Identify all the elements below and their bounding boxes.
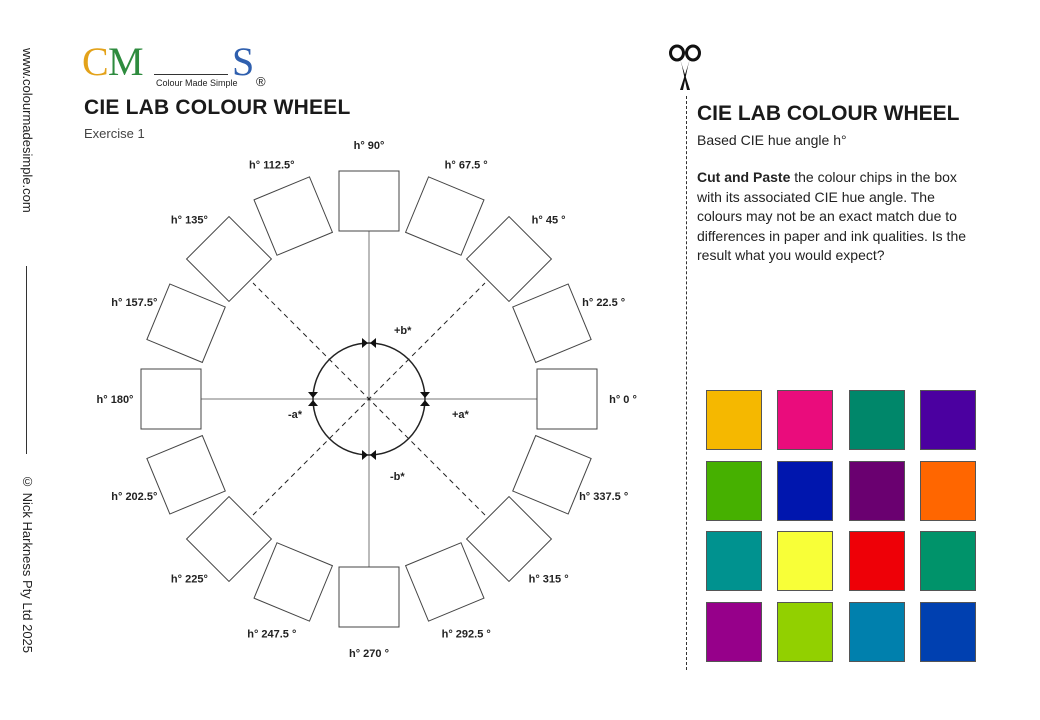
instructions-body: the colour chips in the box with its associated CIE hue angle. The colours may not be an exact match due to differences in paper and ink qualities. Is the result what you would expect? [697,169,967,263]
hue-drop-box[interactable] [187,497,272,582]
hue-angle-label: h° 112.5° [249,159,295,172]
hue-angle-label: h° 225° [170,573,208,586]
axis-label-minus-a: -a* [288,409,303,421]
axis-label-minus-b: -b* [390,471,405,483]
colour-chip[interactable] [706,390,762,450]
colour-chip[interactable] [849,461,905,521]
hue-drop-box[interactable] [406,543,484,621]
hue-drop-box[interactable] [339,567,399,627]
hue-drop-box[interactable] [141,369,201,429]
hue-angle-label: h° 180° [96,394,134,406]
hue-angle-label: h° 292.5 ° [441,628,491,641]
exercise-label: Exercise 1 [84,126,145,141]
logo-tagline: Colour Made Simple [156,78,238,88]
hue-drop-box[interactable] [254,177,332,255]
hue-drop-box[interactable] [147,284,225,362]
colour-chip[interactable] [777,390,833,450]
hue-angle-label: h° 202.5° [111,491,158,504]
colour-chip[interactable] [706,531,762,591]
scissors-icon [668,44,702,92]
hue-drop-box[interactable] [467,497,552,582]
hue-angle-label: h° 67.5 ° [444,159,488,172]
colour-chip[interactable] [849,531,905,591]
hue-angle-label: h° 337.5 ° [579,491,629,504]
colour-chip[interactable] [706,461,762,521]
hue-drop-box[interactable] [537,369,597,429]
colour-chip[interactable] [920,531,976,591]
hue-drop-box[interactable] [254,543,332,621]
colour-chip[interactable] [920,602,976,662]
hue-drop-box[interactable] [513,284,591,362]
hue-angle-label: h° 315 ° [528,573,569,586]
hue-angle-label: h° 22.5 ° [582,296,626,309]
hue-angle-label: h° 45 ° [531,214,566,227]
page-title: CIE LAB COLOUR WHEEL [84,96,351,119]
wheel-axes [201,231,537,567]
logo-letter-c: C [82,39,109,84]
panel-subtitle: Based CIE hue angle h° [697,132,847,148]
instructions-text [697,168,982,266]
colour-chip[interactable] [920,390,976,450]
hue-angle-label: h° 247.5 ° [247,628,297,641]
logo-letter-s: S [232,39,255,84]
instructions-emphasis: Cut and Paste [697,169,791,185]
hue-angle-label: h° 157.5° [111,296,158,309]
colour-chip[interactable] [706,602,762,662]
hue-angle-label: h° 135° [170,214,208,227]
colour-chip[interactable] [849,390,905,450]
registered-mark: ® [256,74,266,89]
hue-angle-label: h° 270 ° [349,648,389,660]
panel-title: CIE LAB COLOUR WHEEL [697,102,960,125]
axis-label-plus-a: +a* [452,409,469,421]
hue-angle-label: h° 0 ° [609,394,637,406]
colour-chip[interactable] [777,461,833,521]
website-url: www.colourmadesimple.com [20,48,35,213]
hue-drop-box[interactable] [147,436,225,514]
colour-chip[interactable] [777,531,833,591]
hue-angle-label: h° 90° [353,140,385,152]
hue-drop-box[interactable] [339,171,399,231]
hue-drop-box[interactable] [406,177,484,255]
copyright-notice: © Nick Harkness Pty Ltd 2025 [20,474,35,654]
cut-line [686,96,687,670]
axis-label-plus-b: +b* [394,325,412,337]
logo-letter-m: M [108,39,144,84]
colour-chip[interactable] [920,461,976,521]
colour-chip[interactable] [777,602,833,662]
colour-chip[interactable] [849,602,905,662]
